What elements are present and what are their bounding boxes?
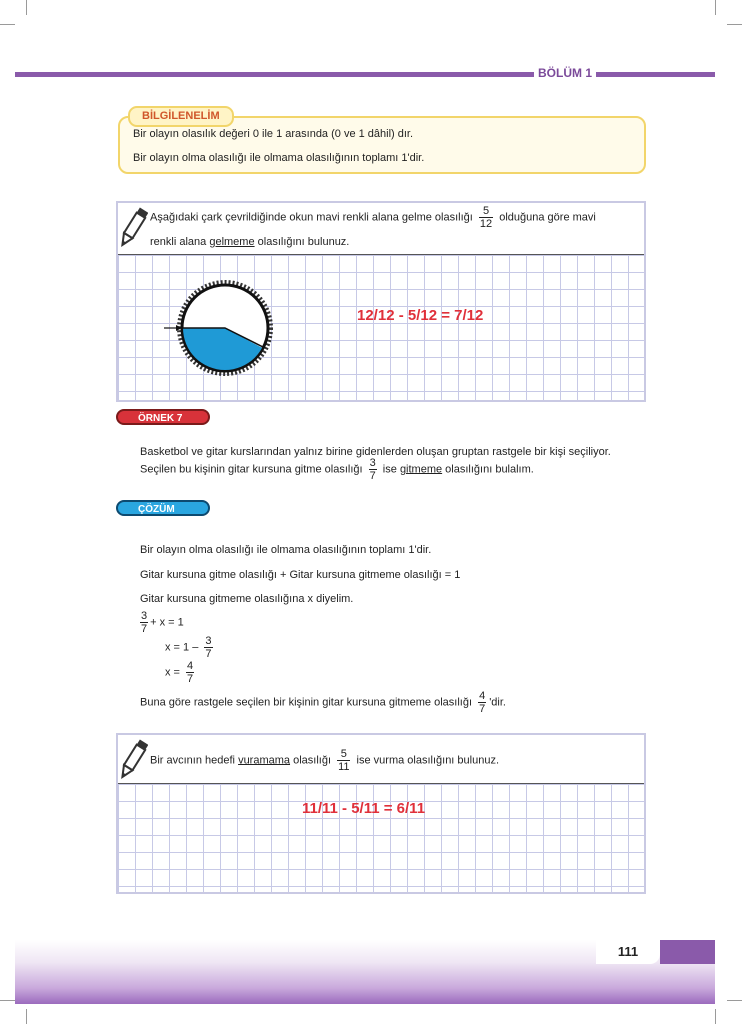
equation-3 [165,660,197,685]
section-label: BÖLÜM 1 [534,66,596,80]
fraction-denominator: 7 [141,623,148,635]
text-segment: olasılığını bulalım. [442,463,534,476]
info-title: BİLGİLENELİM [128,106,234,127]
fraction-numerator: 5 [479,205,493,218]
equation-text: x = [165,666,180,679]
fraction-numerator: 4 [187,660,194,672]
solution-line-1: Bir olayın olma olasılığı ile olmama olasılığının toplamı 1'dir. [140,544,432,556]
crop-mark [727,1000,742,1001]
fraction-numerator: 3 [141,610,148,622]
fraction [479,205,493,230]
solution-conclusion [140,690,506,715]
crop-mark [727,24,742,25]
crop-mark [0,1000,15,1001]
answer-2: 11/11 - 5/11 = 6/11 [302,800,426,817]
page-number: 111 [596,940,660,964]
text-segment: olasılığını bulunuz. [254,236,350,248]
info-line-2: Bir olayın olma olasılığı ile olmama olasılığının toplamı 1'dir. [133,152,425,164]
crop-mark [26,0,27,15]
equation-text: + x = 1 [150,616,184,629]
footer-accent [660,940,715,964]
fraction-denominator: 11 [338,761,350,773]
text-segment: ise vurma olasılığını bulunuz. [356,754,500,767]
fraction-numerator: 4 [479,690,486,702]
text-segment: olasılığı [290,754,331,767]
text-segment: renkli alana [150,236,210,248]
fraction [140,610,148,635]
pencil-icon [118,737,148,783]
question-1-line-2 [150,235,349,249]
solution-label: ÇÖZÜM [116,500,210,516]
equation-2 [165,635,216,660]
crop-mark [0,24,15,25]
crop-mark [715,1009,716,1024]
fraction-numerator: 3 [369,457,376,469]
pencil-icon [118,205,148,251]
underlined-word: gitmeme [399,463,443,476]
solution-line-2: Gitar kursuna gitme olasılığı + Gitar kursuna gitmeme olasılığı = 1 [140,569,461,581]
crop-mark [26,1009,27,1024]
fraction-denominator: 7 [479,703,486,715]
question-1-part2: olduğuna göre mavi [499,211,596,224]
fraction-denominator: 7 [205,648,212,660]
fraction-numerator: 5 [337,748,350,761]
answer-1: 12/12 - 5/12 = 7/12 [357,307,484,324]
fraction [204,635,212,660]
equation-1 [140,610,184,635]
question-1-text [150,205,596,230]
crop-mark [715,0,716,15]
question-1-part1: Aşağıdaki çark çevrildiğinde okun mavi renkli alana gelme olasılığı [150,211,473,224]
fraction [478,690,486,715]
example-line-1: Basketbol ve gitar kurslarından yalnız birine gidenlerden oluşan gruptan rastgele bir kişi seçiliyor. [140,446,611,458]
fraction-denominator: 7 [369,470,376,482]
text-segment: 'dir. [489,696,506,709]
example-line-2 [140,457,534,482]
spinner-wheel [158,280,278,376]
fraction [186,660,194,685]
text-segment: ise [379,463,400,476]
fraction-denominator: 7 [187,673,194,685]
fraction [337,748,350,773]
text-segment: Seçilen bu kişinin gitar kursuna gitme olasılığı [140,463,363,476]
text-segment: Bir avcının hedefi [150,754,239,767]
underlined-word: gelmeme [209,236,255,248]
text-segment: Buna göre rastgele seçilen bir kişinin gitar kursuna gitmeme olasılığı [140,696,472,709]
fraction-denominator: 12 [479,218,493,230]
underlined-word: vuramama [238,754,291,767]
header-rule [15,72,715,77]
info-line-1: Bir olayın olasılık değeri 0 ile 1 arasında (0 ve 1 dâhil) dır. [133,128,414,140]
solution-line-3: Gitar kursuna gitmeme olasılığına x diyelim. [140,593,354,605]
example-label: ÖRNEK 7 [116,409,210,425]
fraction-numerator: 3 [205,635,212,647]
question-2-text [150,748,499,773]
equation-text: x = 1 – [165,641,199,654]
fraction [369,457,377,482]
